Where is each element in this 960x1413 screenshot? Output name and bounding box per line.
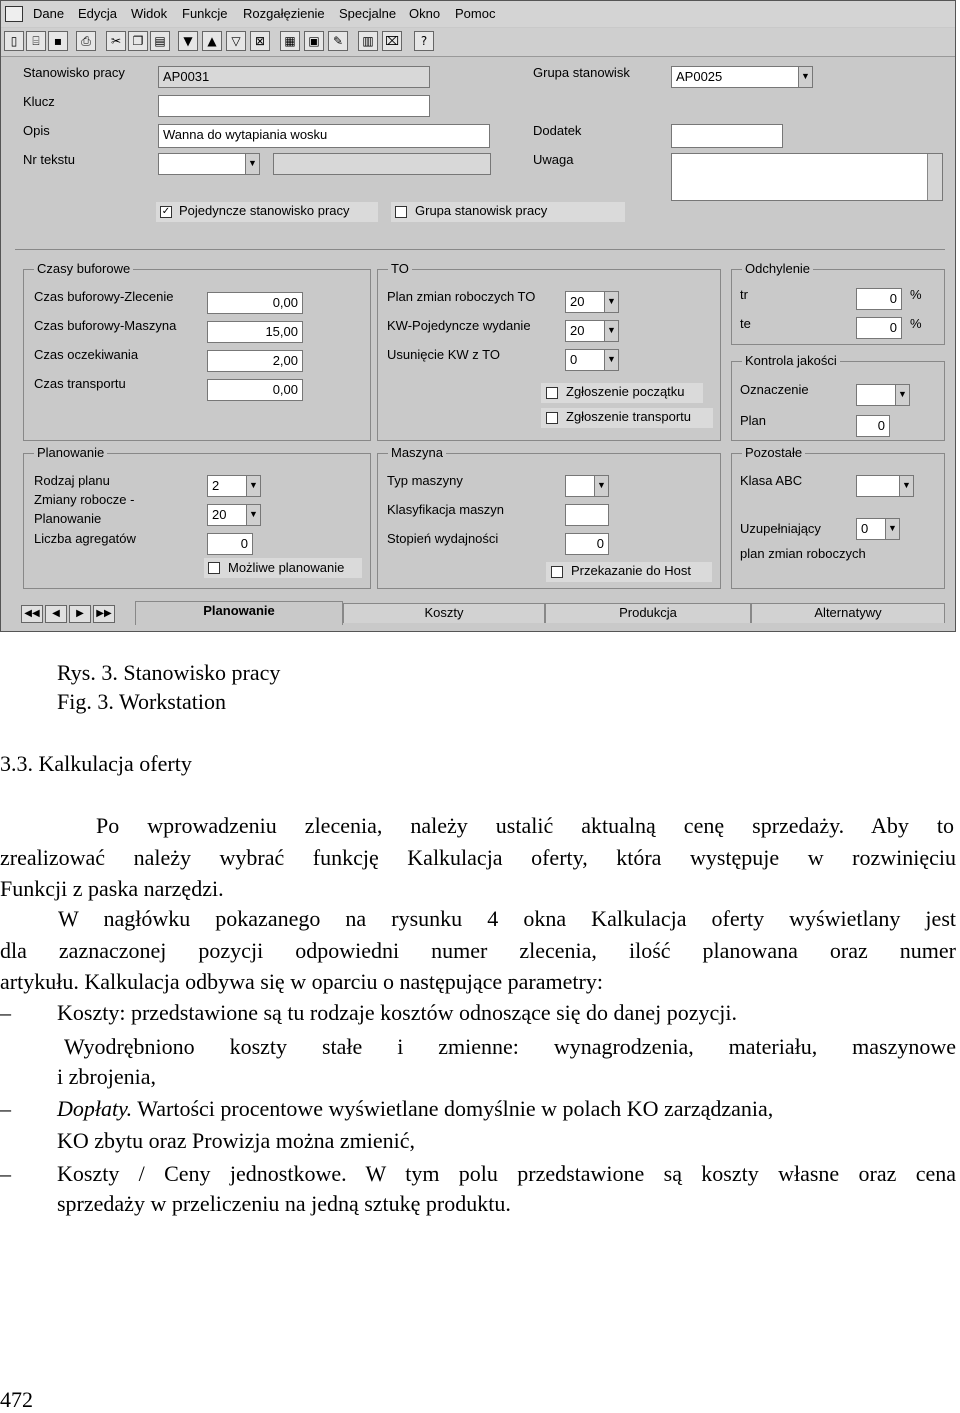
czas-oczekiwania-field[interactable]: 2,00: [207, 350, 303, 372]
chevron-down-icon: ▼: [245, 154, 259, 174]
planowanie-chk-label: Możliwe planowanie: [228, 560, 345, 575]
klasa-dropdown[interactable]: [856, 475, 914, 497]
menu-okno[interactable]: Okno: [409, 6, 441, 21]
copy-icon[interactable]: ❐: [128, 31, 148, 51]
chevron-down-icon: ▼: [604, 292, 618, 312]
edit-icon[interactable]: ✎: [328, 31, 348, 51]
opis-field[interactable]: Wanna do wytapiania wosku: [158, 124, 490, 148]
filter-icon[interactable]: ▽: [226, 31, 246, 51]
maszyna-chk-label: Przekazanie do Host: [571, 563, 691, 578]
p1-line1: Po wprowadzeniu zlecenia, należy ustalić aktualną cenę sprzedaży. Aby to: [96, 813, 954, 838]
b1-line2: Wyodrębniono koszty stałe i zmienne: wynagrodzenia, materiału, maszynowe: [64, 1034, 956, 1059]
chk-grupa-label: Grupa stanowisk pracy: [415, 203, 548, 218]
prev-tab-icon[interactable]: ◀: [45, 605, 67, 623]
nr-tekstu-label: Nr tekstu: [23, 152, 76, 167]
zmiany-dropdown[interactable]: 20 ▼: [207, 504, 261, 526]
first-tab-icon[interactable]: ◀◀: [21, 605, 43, 623]
te-field[interactable]: 0: [856, 317, 902, 339]
to-chk2[interactable]: [546, 412, 558, 424]
chevron-down-icon: ▼: [885, 519, 899, 539]
delete-icon[interactable]: ⌧: [382, 31, 402, 51]
liczba-field[interactable]: 0: [207, 533, 253, 555]
oznaczenie-dropdown[interactable]: [856, 384, 910, 406]
czas-transportu-label: Czas transportu: [34, 376, 126, 391]
b3-line1: Koszty / Ceny jednostkowe. W tym polu przedstawione są koszty własne oraz cena: [57, 1161, 956, 1186]
klas-field[interactable]: [565, 504, 609, 526]
liczba-label: Liczba agregatów: [34, 531, 136, 546]
menu-widok[interactable]: Widok: [131, 6, 168, 21]
chevron-down-icon: ▼: [895, 385, 909, 405]
klasa-label: Klasa ABC: [740, 473, 803, 488]
b2-line1: [57, 1096, 773, 1122]
b2-line2: KO zbytu oraz Prowizja można zmienić,: [57, 1128, 415, 1153]
klucz-field[interactable]: [158, 95, 430, 117]
tab-alternatywy[interactable]: Alternatywy: [751, 603, 945, 623]
czas-transportu-field[interactable]: 0,00: [207, 379, 303, 401]
tr-label: tr: [740, 287, 748, 302]
dodatek-label: Dodatek: [533, 123, 582, 138]
b3-line2: sprzedaży w przeliczeniu na jedną sztukę produktu.: [57, 1191, 511, 1216]
b2-line1-rest: Wartości procentowe wyświetlane domyślnie w polach KO zarządzania,: [132, 1096, 774, 1121]
save-icon[interactable]: ▪: [48, 31, 68, 51]
bullet-dash-2: –: [0, 1096, 11, 1121]
rodzaj-label: Rodzaj planu: [34, 473, 110, 488]
chevron-down-icon: ▼: [604, 321, 618, 341]
up-arrow-icon[interactable]: ▲: [202, 31, 222, 51]
caption-pl: Rys. 3. Stanowisko pracy: [57, 660, 281, 685]
cut-icon[interactable]: ✂: [106, 31, 126, 51]
czas-maszyna-field[interactable]: 15,00: [207, 321, 303, 343]
page-number: 472: [0, 1387, 33, 1412]
te-unit: %: [910, 316, 922, 331]
menu-specjalne[interactable]: Specjalne: [339, 6, 397, 21]
grupa-label: Grupa stanowisk: [533, 65, 630, 80]
menu-edycja[interactable]: Edycja: [78, 6, 118, 21]
stopien-field[interactable]: 0: [565, 533, 609, 555]
chevron-down-icon: ▼: [246, 476, 260, 496]
p2-line1: W nagłówku pokazanego na rysunku 4 okna Kalkulacja oferty wyświetlany jest: [58, 906, 956, 931]
stanowisko-field[interactable]: AP0031: [158, 66, 430, 88]
pozostale-title: Pozostałe: [742, 445, 805, 460]
plan-field[interactable]: 0: [856, 415, 890, 437]
toolbar: [1, 28, 955, 57]
help-icon[interactable]: ?: [414, 31, 434, 51]
grid-icon[interactable]: ▦: [280, 31, 300, 51]
uzup-label-2: plan zmian roboczych: [740, 546, 866, 561]
tr-field[interactable]: 0: [856, 288, 902, 310]
kontrola-title: Kontrola jakości: [742, 353, 840, 368]
uwaga-label: Uwaga: [533, 152, 574, 167]
maszyna-title: Maszyna: [388, 445, 446, 460]
chevron-down-icon: ▼: [899, 476, 913, 496]
maszyna-chk[interactable]: [551, 566, 563, 578]
clear-filter-icon[interactable]: ⊠: [250, 31, 270, 51]
planowanie-chk[interactable]: [208, 562, 220, 574]
tab-produkcja[interactable]: Produkcja: [545, 603, 751, 623]
oznaczenie-label: Oznaczenie: [740, 382, 809, 397]
odchylenie-group: [731, 261, 945, 345]
klas-label: Klasyfikacja maszyn: [387, 502, 505, 517]
b1-line3: i zbrojenia,: [57, 1064, 156, 1089]
menu-bar: [1, 1, 955, 27]
zmiany-label-2: Planowanie: [34, 511, 102, 526]
to-title: TO: [388, 261, 412, 276]
paste-icon[interactable]: ▤: [150, 31, 170, 51]
to-plan-label: Plan zmian roboczych TO: [387, 289, 536, 304]
tab-bar: [15, 601, 945, 625]
app-window: [0, 0, 956, 632]
uwaga-textarea[interactable]: [671, 153, 943, 201]
chk-grupa[interactable]: [395, 206, 407, 218]
p2-line3: artykułu. Kalkulacja odbywa się w oparciu o następujące parametry:: [0, 969, 603, 994]
opis-label: Opis: [23, 123, 50, 138]
new-icon[interactable]: ▯: [4, 31, 24, 51]
to-kw-dropdown[interactable]: 20 ▼: [565, 320, 619, 342]
uzup-label-1: Uzupełniający: [740, 521, 821, 536]
to-chk1[interactable]: [546, 387, 558, 399]
menu-dane[interactable]: Dane: [33, 6, 65, 21]
open-icon[interactable]: ⌸: [26, 31, 46, 51]
to-plan-dropdown[interactable]: 20 ▼: [565, 291, 619, 313]
typ-dropdown[interactable]: [565, 475, 609, 497]
section-heading: 3.3. Kalkulacja oferty: [0, 751, 192, 776]
czas-zlecenie-field[interactable]: 0,00: [207, 292, 303, 314]
stanowisko-label: Stanowisko pracy: [23, 65, 125, 80]
nr-tekstu-text: [273, 153, 491, 175]
b2-emphasis: Dopłaty.: [57, 1096, 133, 1121]
to-usuniecie-label: Usunięcie KW z TO: [387, 347, 500, 362]
chevron-down-icon: ▼: [246, 505, 260, 525]
chevron-down-icon: ▼: [798, 67, 812, 87]
p1-line2: zrealizować należy wybrać funkcję Kalkulacja oferty, która występuje w rozwinięciu: [0, 845, 956, 870]
chevron-down-icon: ▼: [594, 476, 608, 496]
typ-label: Typ maszyny: [387, 473, 463, 488]
p1-line3: Funkcji z paska narzędzi.: [0, 876, 224, 901]
p2-line2: dla zaznaczonej pozycji odpowiedni numer zlecenia, ilość planowana oraz numer: [0, 938, 956, 963]
dodatek-field[interactable]: [671, 124, 783, 148]
chk-pojedyncze[interactable]: ✓: [161, 206, 171, 217]
rodzaj-dropdown[interactable]: 2 ▼: [207, 475, 261, 497]
menu-rozgalezienie[interactable]: Rozgałęzienie: [243, 6, 325, 21]
last-tab-icon[interactable]: ▶▶: [93, 605, 115, 623]
to-chk1-label: Zgłoszenie początku: [566, 384, 685, 399]
czas-oczekiwania-label: Czas oczekiwania: [34, 347, 139, 362]
czas-maszyna-label: Czas buforowy-Maszyna: [34, 318, 177, 333]
odchylenie-title: Odchylenie: [742, 261, 813, 276]
planowanie-title: Planowanie: [34, 445, 107, 460]
stopien-label: Stopień wydajności: [387, 531, 499, 546]
to-usuniecie-dropdown[interactable]: 0 ▼: [565, 349, 619, 371]
czasy-title: Czasy buforowe: [34, 261, 133, 276]
chk-pojedyncze-label: Pojedyncze stanowisko pracy: [179, 203, 350, 218]
plan-label: Plan: [740, 413, 767, 428]
to-chk2-label: Zgłoszenie transportu: [566, 409, 692, 424]
tab-planowanie[interactable]: Planowanie: [135, 601, 343, 625]
grupa-dropdown[interactable]: AP0025 ▼: [671, 66, 813, 88]
menu-pomoc[interactable]: Pomoc: [455, 6, 496, 21]
menu-funkcje[interactable]: Funkcje: [182, 6, 228, 21]
bullet-dash-1: –: [0, 1000, 11, 1025]
table-icon[interactable]: ▥: [358, 31, 378, 51]
nr-tekstu-dropdown[interactable]: [158, 153, 260, 175]
form-icon[interactable]: ▣: [304, 31, 324, 51]
system-menu-icon[interactable]: [5, 6, 23, 22]
tr-unit: %: [910, 287, 922, 302]
klucz-label: Klucz: [23, 94, 55, 109]
kontrola-group: [731, 353, 945, 441]
uwaga-scrollbar[interactable]: [927, 154, 942, 200]
to-kw-label: KW-Pojedyncze wydanie: [387, 318, 531, 333]
caption-en: Fig. 3. Workstation: [57, 689, 226, 714]
tab-koszty[interactable]: Koszty: [343, 603, 545, 623]
bullet-dash-3: –: [0, 1161, 11, 1186]
czas-zlecenie-label: Czas buforowy-Zlecenie: [34, 289, 174, 304]
b1-line1: Koszty: przedstawione są tu rodzaje kosztów odnoszące się do danej pozycji.: [57, 1000, 737, 1025]
chevron-down-icon: ▼: [604, 350, 618, 370]
uzup-dropdown[interactable]: 0 ▼: [856, 518, 900, 540]
next-tab-icon[interactable]: ▶: [69, 605, 91, 623]
down-arrow-icon[interactable]: ▼: [178, 31, 198, 51]
te-label: te: [740, 316, 751, 331]
print-icon[interactable]: ⎙: [76, 31, 96, 51]
zmiany-label-1: Zmiany robocze -: [34, 492, 135, 507]
